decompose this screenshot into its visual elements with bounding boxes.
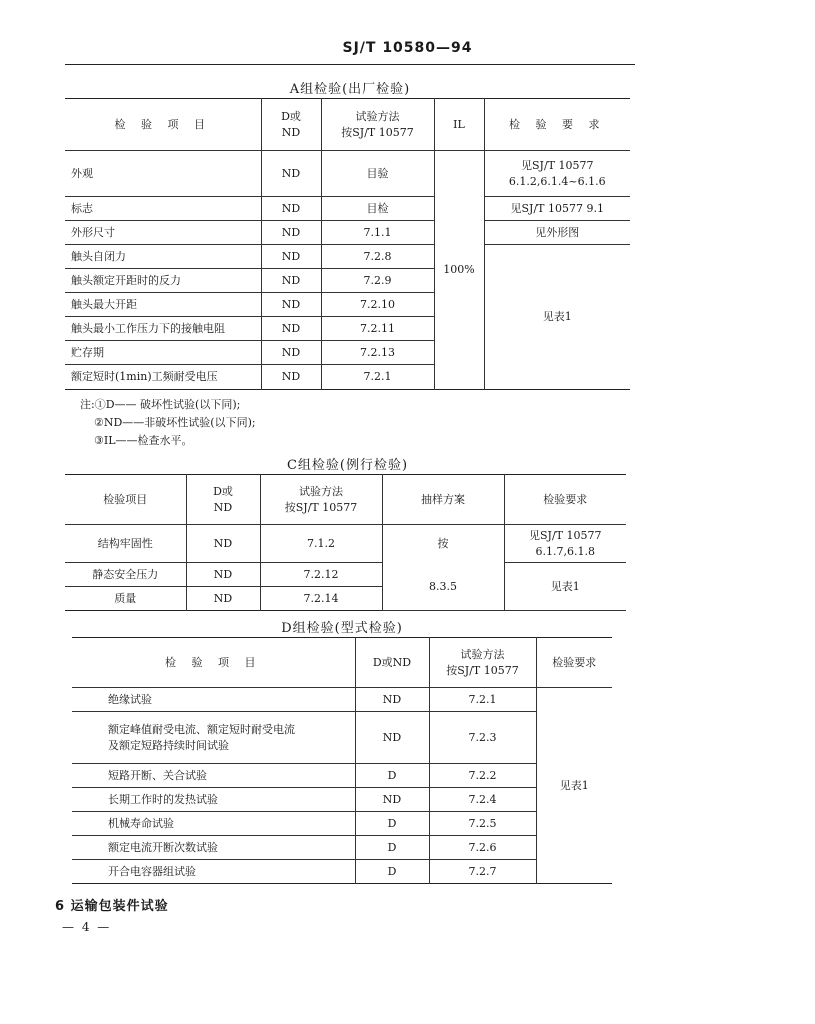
table-d-d: ND — [355, 788, 429, 812]
note-destructive: 注:①D—— 破坏性试验(以下同); — [80, 398, 241, 411]
table-a-header-req: 检 验 要 求 — [484, 99, 630, 151]
header-rule — [65, 64, 635, 65]
table-d-title: D组检验(型式检验) — [281, 621, 403, 636]
table-a — [65, 98, 630, 390]
table-d-method: 7.2.4 — [429, 788, 536, 812]
table-c-item: 质量 — [114, 591, 137, 605]
table-d-item: 绝缘试验 — [72, 688, 355, 712]
table-d-header-req: 检验要求 — [536, 638, 612, 688]
table-c-d: ND — [186, 525, 260, 563]
standard-number: SJ/T 10580—94 — [342, 40, 473, 56]
table-d-item: 机械寿命试验 — [72, 812, 355, 836]
table-a-item: 触头最大开距 — [65, 293, 261, 317]
table-a-d: ND — [261, 341, 321, 365]
table-c-header-item: 检验项目 — [65, 475, 186, 525]
table-d-d: D — [355, 764, 429, 788]
table-d-method: 7.2.5 — [429, 812, 536, 836]
table-a-method: 目检 — [321, 197, 434, 221]
table-a-header-il: IL — [434, 99, 484, 151]
table-a-d: ND — [261, 365, 321, 390]
table-a-method: 7.2.1 — [321, 365, 434, 390]
table-d-method: 7.2.1 — [429, 688, 536, 712]
table-c-header-req: 检验要求 — [504, 475, 626, 525]
table-c-method: 7.2.12 — [260, 563, 382, 587]
table-a-d: ND — [261, 151, 321, 197]
table-a-item: 外观 — [65, 151, 261, 197]
note-inspection-level: ③IL——检查水平。 — [94, 434, 193, 447]
table-a-header-d: D或 ND — [261, 99, 321, 151]
table-d-method: 7.2.2 — [429, 764, 536, 788]
table-a-method: 7.2.11 — [321, 317, 434, 341]
table-d — [72, 637, 612, 884]
table-a-item: 标志 — [65, 197, 261, 221]
table-a-title: A组检验(出厂检验) — [289, 82, 411, 97]
table-a-il-value: 100% — [434, 151, 484, 390]
table-c-req-table1: 见表1 — [504, 563, 626, 611]
table-a-item: 触头额定开距时的反力 — [65, 269, 261, 293]
table-c-header-method: 试验方法 按SJ/T 10577 — [260, 475, 382, 525]
table-c-header-plan: 抽样方案 — [382, 475, 504, 525]
table-a-method: 7.2.8 — [321, 245, 434, 269]
table-c-title: C组检验(例行检验) — [286, 458, 409, 473]
table-a-d: ND — [261, 269, 321, 293]
table-a-method: 7.1.1 — [321, 221, 434, 245]
table-c-header-d: D或 ND — [186, 475, 260, 525]
table-d-method: 7.2.3 — [429, 712, 536, 764]
table-c-d: ND — [186, 563, 260, 587]
table-d-d: ND — [355, 712, 429, 764]
table-a-item: 触头自闭力 — [65, 245, 261, 269]
table-d-d: D — [355, 836, 429, 860]
table-c-plan-by: 按 — [382, 525, 504, 563]
table-c-item: 静态安全压力 — [65, 563, 186, 587]
table-a-method: 7.2.9 — [321, 269, 434, 293]
table-d-item: 额定电流开断次数试验 — [72, 836, 355, 860]
table-a-item: 贮存期 — [65, 341, 261, 365]
table-d-item: 短路开断、关合试验 — [72, 764, 355, 788]
table-a-header-item: 检 验 项 目 — [65, 99, 261, 151]
table-a-method: 目验 — [321, 151, 434, 197]
table-a-d: ND — [261, 293, 321, 317]
table-d-d: D — [355, 812, 429, 836]
table-d-header-method: 试验方法 按SJ/T 10577 — [429, 638, 536, 688]
table-d-item: 额定峰值耐受电流、额定短时耐受电流 及额定短路持续时间试验 — [72, 712, 355, 764]
table-a-item: 外形尺寸 — [65, 221, 261, 245]
note-non-destructive: ②ND——非破坏性试验(以下同); — [94, 416, 256, 429]
table-a-req-marking: 见SJ/T 10577 9.1 — [484, 197, 630, 221]
table-d-req: 见表1 — [536, 688, 612, 884]
table-d-item: 开合电容器组试验 — [108, 864, 196, 878]
table-d-method: 7.2.6 — [429, 836, 536, 860]
table-a-req-outline: 见外形图 — [484, 221, 630, 245]
table-c-req-structure: 见SJ/T 10577 6.1.7,6.1.8 — [504, 525, 626, 563]
table-a-d: ND — [261, 245, 321, 269]
table-d-header-item: 检 验 项 目 — [72, 638, 355, 688]
section-heading: 6 运输包装件试验 — [55, 899, 169, 914]
table-a-d: ND — [261, 197, 321, 221]
table-d-d: D — [355, 860, 429, 884]
table-c-plan-ref: 8.3.5 — [382, 563, 504, 611]
table-c — [65, 474, 626, 611]
table-c-item: 结构牢固性 — [65, 525, 186, 563]
table-a-req-table1: 见表1 — [484, 245, 630, 390]
table-c-method: 7.1.2 — [260, 525, 382, 563]
table-a-d: ND — [261, 317, 321, 341]
table-a-header-method: 试验方法 按SJ/T 10577 — [321, 99, 434, 151]
table-a-method: 7.2.13 — [321, 341, 434, 365]
table-a-req-appearance: 见SJ/T 10577 6.1.2,6.1.4~6.1.6 — [484, 151, 630, 197]
table-a-item: 额定短时(1min)工频耐受电压 — [71, 370, 218, 384]
table-d-d: ND — [355, 688, 429, 712]
table-c-method: 7.2.14 — [260, 587, 382, 611]
table-d-header-d: D或ND — [355, 638, 429, 688]
table-a-method: 7.2.10 — [321, 293, 434, 317]
table-c-d: ND — [186, 587, 260, 611]
page-number: — 4 — — [62, 920, 112, 934]
table-a-notes — [80, 396, 256, 450]
table-d-item: 长期工作时的发热试验 — [72, 788, 355, 812]
table-a-d: ND — [261, 221, 321, 245]
table-d-method: 7.2.7 — [429, 860, 536, 884]
table-a-item: 触头最小工作压力下的接触电阻 — [65, 317, 261, 341]
